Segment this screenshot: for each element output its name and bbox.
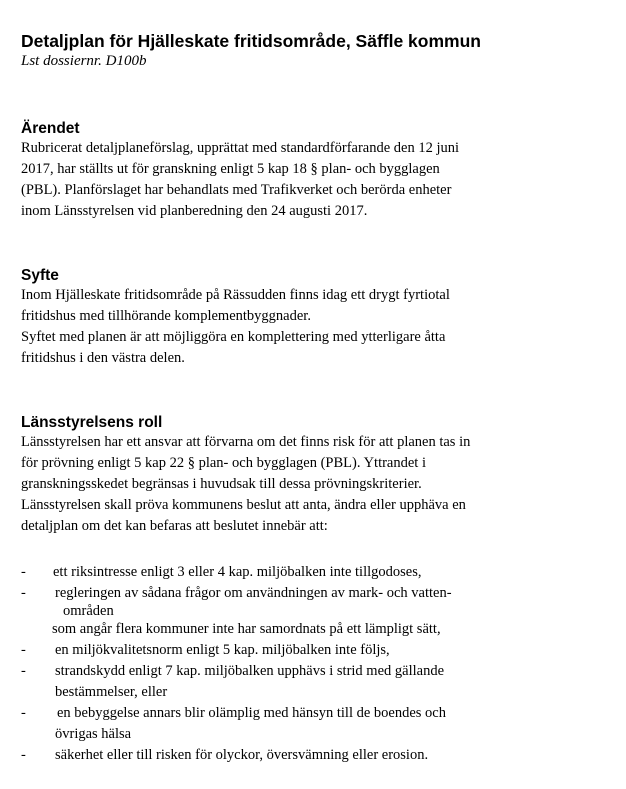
section-arendet (21, 120, 459, 222)
text-line: granskningsskedet begränsas i huvudsak till dessa prövningskriterier. (21, 476, 422, 492)
list-item (21, 661, 601, 703)
bullet-dash: - (21, 585, 26, 601)
section-lansstyrelsens-roll (21, 414, 470, 537)
list-item-continuation: som angår flera kommuner inte har samordnats på ett lämpligt sätt, (52, 621, 441, 637)
text-line: Länsstyrelsen har ett ansvar att förvarna om det finns risk för att planen tas in (21, 434, 471, 450)
text-line: Syftet med planen är att möjliggöra en komplettering med ytterligare åtta (21, 329, 446, 345)
list-item-text: säkerhet eller till risken för olyckor, översvämning eller erosion. (55, 747, 429, 763)
text-line: fritidshus med tillhörande komplementbyggnader. (21, 308, 311, 324)
section-syfte (21, 267, 450, 369)
list-item (21, 745, 601, 766)
list-item (21, 640, 601, 661)
bullet-dash: - (21, 564, 26, 580)
text-line: Länsstyrelsen skall pröva kommunens beslut att anta, ändra eller upphäva en (21, 497, 466, 513)
section-heading-roll: Länsstyrelsens roll (21, 414, 163, 431)
text-line: Rubricerat detaljplaneförslag, upprättat med standardförfarande den 12 juni (21, 140, 460, 156)
text-line: detaljplan om det kan befaras att beslutet innebär att: (21, 518, 328, 534)
section-text-syfte (21, 285, 450, 369)
text-line: inom Länsstyrelsen vid planberedning den 24 augusti 2017. (21, 203, 368, 219)
list-item-text: områden (63, 603, 114, 619)
list-item (21, 703, 601, 745)
bullet-dash: - (21, 663, 26, 679)
list-item-text: strandskydd enligt 7 kap. miljöbalken upphävs i strid med gällande (55, 663, 445, 679)
bullet-dash: - (21, 642, 26, 658)
section-text-roll (21, 432, 470, 537)
text-line: (PBL). Planförslaget har behandlats med Trafikverket och berörda enheter (21, 182, 452, 198)
list-item-text: bestämmelser, eller (55, 684, 168, 700)
section-text-arendet (21, 138, 459, 222)
section-heading-syfte: Syfte (21, 267, 59, 284)
text-line: 2017, har ställts ut för granskning enligt 5 kap 18 § plan- och bygglagen (21, 161, 440, 177)
bullet-dash: - (21, 747, 26, 763)
criteria-list (21, 562, 601, 766)
text-line: för prövning enligt 5 kap 22 § plan- och bygglagen (PBL). Yttrandet i (21, 455, 426, 471)
text-line: fritidshus i den västra delen. (21, 350, 185, 366)
list-item-text: ett riksintresse enligt 3 eller 4 kap. miljöbalken inte tillgodoses, (53, 564, 422, 580)
list-item (21, 583, 601, 619)
section-heading-arendet: Ärendet (21, 120, 80, 137)
list-item-text: regleringen av sådana frågor om användningen av mark- och vatten- (55, 585, 452, 601)
text-line: Inom Hjälleskate fritidsområde på Rässudden finns idag ett drygt fyrtiotal (21, 287, 450, 303)
list-item-text: en miljökvalitetsnorm enligt 5 kap. miljöbalken inte följs, (55, 642, 390, 658)
list-item-text: övrigas hälsa (55, 726, 132, 742)
dossier-number: Lst dossiernr. D100b (21, 53, 147, 69)
document-title: Detaljplan för Hjälleskate fritidsområde, Säffle kommun (21, 31, 481, 51)
list-item (21, 562, 601, 583)
bullet-dash: - (21, 705, 26, 721)
list-item-text: en bebyggelse annars blir olämplig med hänsyn till de boendes och (57, 705, 446, 721)
document-body (21, 30, 601, 763)
